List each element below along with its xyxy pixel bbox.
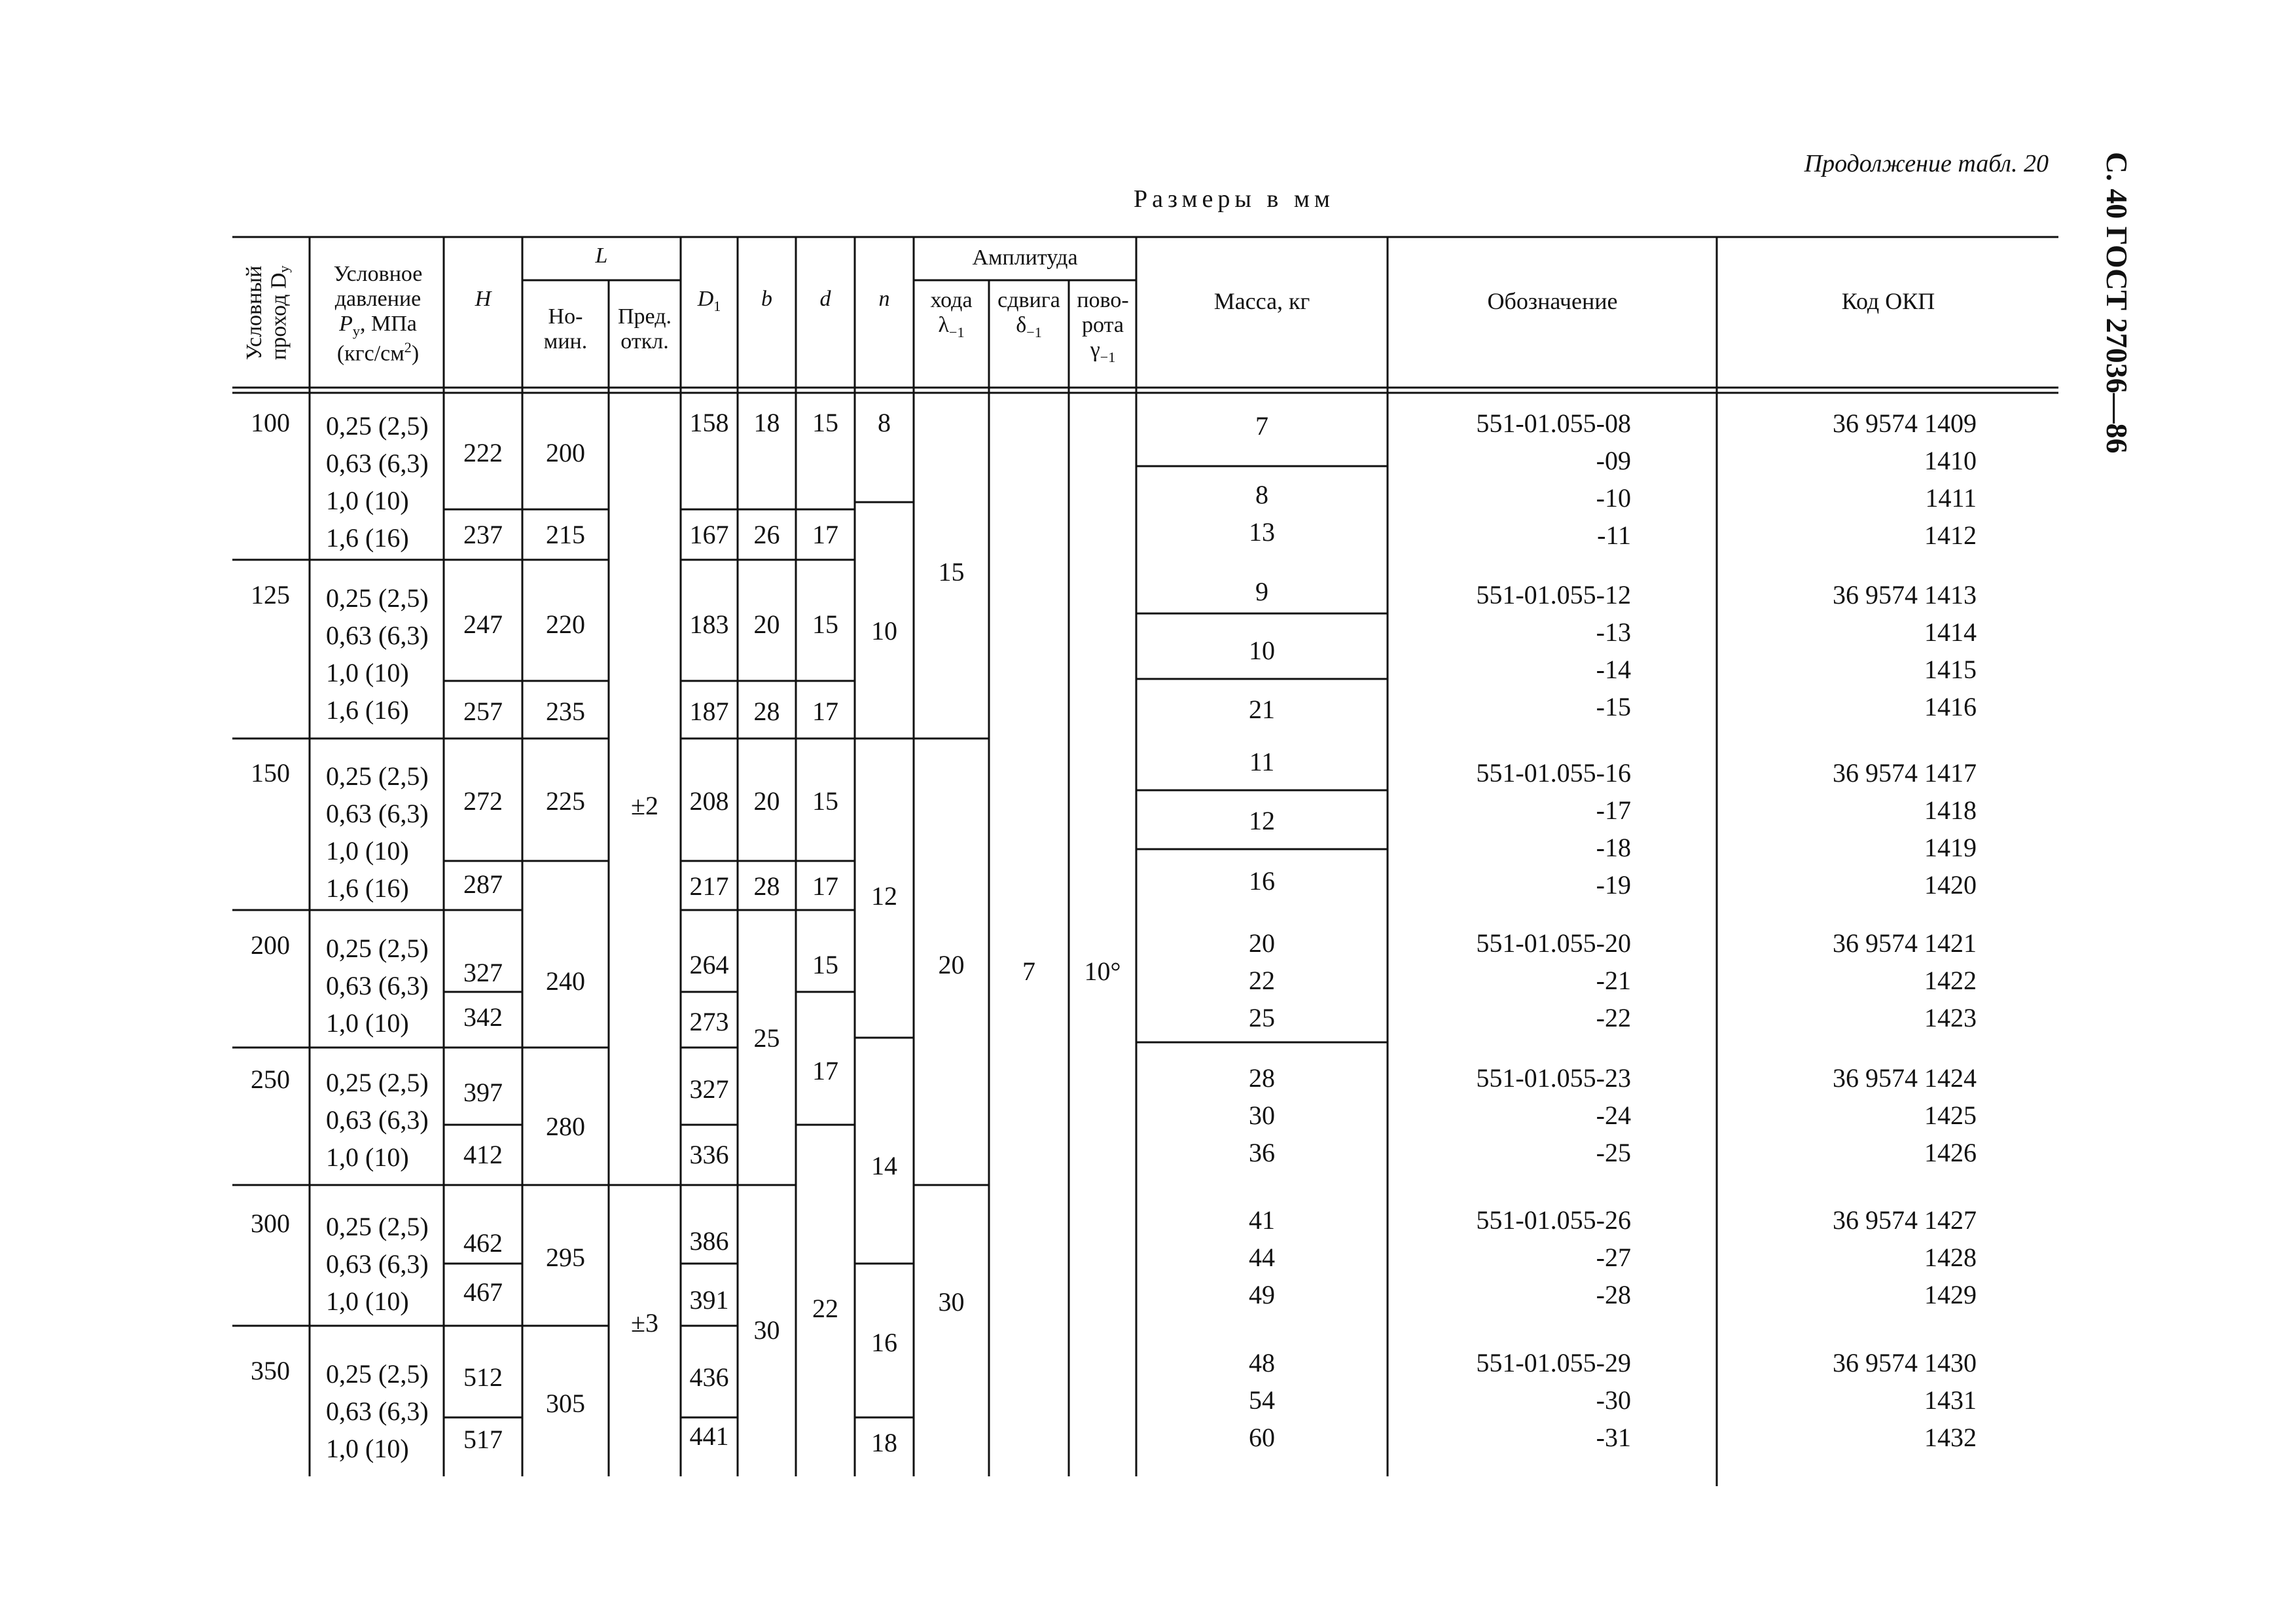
cell-mass: 16: [1249, 866, 1275, 896]
header-pressure-kgs: (кгс/см: [336, 341, 404, 366]
cell-dy: 150: [251, 758, 290, 788]
cell-h: 237: [463, 520, 503, 549]
header-turn-label: пово- рота: [1077, 288, 1129, 338]
header-turn: [1070, 288, 1136, 366]
header-stroke-sub: −1: [948, 323, 965, 340]
cell-designation: 551-01.055-16 -17 -18 -19: [1476, 758, 1631, 900]
cell-pressure: 0,25 (2,5) 0,63 (6,3) 1,0 (10): [326, 1068, 429, 1172]
cell-dy: 200: [251, 930, 290, 960]
cell-okp: 36 9574 1430 1431 1432: [1833, 1348, 1977, 1452]
cell-d1: 217: [689, 871, 729, 901]
cell-l-nom: 215: [546, 520, 585, 549]
cell-mass: 10: [1249, 636, 1275, 665]
cell-h: 327: [463, 958, 503, 987]
cell-designation: 551-01.055-20 -21 -22: [1476, 928, 1631, 1032]
cell-pressure: 0,25 (2,5) 0,63 (6,3) 1,0 (10) 1,6 (16): [326, 411, 429, 553]
header-designation: Обозначение: [1487, 288, 1618, 314]
header-pressure: [314, 262, 442, 366]
cell-b: 30: [753, 1315, 780, 1345]
cell-mass: 8 13: [1249, 480, 1275, 547]
cell-l-tol: ±2: [631, 791, 658, 820]
cell-mass: 12: [1249, 806, 1275, 835]
cell-d1: 187: [689, 697, 729, 726]
header-dy-label: Условный проход D: [242, 265, 291, 360]
cell-d: 22: [812, 1294, 838, 1323]
header-l-nominal: Но- мин.: [543, 304, 588, 354]
cell-h: 342: [463, 1002, 503, 1032]
cell-designation: 551-01.055-08 -09 -10 -11: [1476, 409, 1631, 550]
cell-b: 28: [753, 697, 780, 726]
cell-okp: 36 9574 1427 1428 1429: [1833, 1205, 1977, 1309]
cell-d: 15: [812, 950, 838, 979]
cell-mass: 41 44 49: [1249, 1205, 1275, 1309]
header-l-tolerance: Пред. откл.: [618, 304, 672, 354]
cell-l-tol: ±3: [631, 1308, 658, 1338]
cell-h: 397: [463, 1078, 503, 1107]
cell-mass: 20 22 25: [1249, 928, 1275, 1032]
cell-d: 17: [812, 520, 838, 549]
cell-n: 14: [871, 1151, 897, 1180]
cell-d: 15: [812, 786, 838, 816]
header-shift: [990, 288, 1067, 341]
cell-d1: 183: [689, 610, 729, 639]
cell-d1: 436: [689, 1362, 729, 1392]
header-pressure-sub: y: [352, 322, 360, 339]
header-stroke: [915, 288, 988, 341]
cell-h: 462: [463, 1228, 503, 1258]
header-turn-symbol: γ: [1090, 338, 1100, 363]
header-d1-label: D: [697, 287, 714, 311]
cell-h: 257: [463, 697, 503, 726]
cell-designation: 551-01.055-12 -13 -14 -15: [1476, 580, 1631, 721]
header-stroke-symbol: λ: [938, 313, 949, 338]
cell-d1: 386: [689, 1226, 729, 1256]
cell-okp: 36 9574 1417 1418 1419 1420: [1833, 758, 1977, 900]
cell-mass: 7: [1255, 411, 1268, 441]
cell-b: 25: [753, 1023, 780, 1053]
header-dy-subscript: y: [276, 265, 293, 273]
cell-designation: 551-01.055-23 -24 -25: [1476, 1063, 1631, 1167]
cell-l-nom: 225: [546, 786, 585, 816]
units-caption: Размеры в мм: [1134, 185, 1335, 213]
cell-d: 17: [812, 697, 838, 726]
cell-okp: 36 9574 1409 1410 1411 1412: [1833, 409, 1977, 550]
cell-pressure: 0,25 (2,5) 0,63 (6,3) 1,0 (10): [326, 1212, 429, 1316]
continuation-caption: Продолжение табл. 20: [1804, 150, 2049, 177]
cell-b: 26: [753, 520, 780, 549]
cell-h: 467: [463, 1277, 503, 1307]
cell-h: 287: [463, 869, 503, 899]
cell-n: 8: [878, 408, 891, 437]
cell-n: 10: [871, 616, 897, 646]
cell-designation: 551-01.055-29 -30 -31: [1476, 1348, 1631, 1452]
header-turn-sub: −1: [1100, 348, 1116, 365]
cell-n: 18: [871, 1428, 897, 1457]
cell-h: 512: [463, 1362, 503, 1392]
header-shift-sub: −1: [1026, 323, 1042, 340]
cell-okp: 36 9574 1413 1414 1415 1416: [1833, 580, 1977, 721]
cell-n: 16: [871, 1328, 897, 1357]
cell-d1: 336: [689, 1140, 729, 1169]
header-okp: Код ОКП: [1841, 288, 1935, 314]
cell-l-nom: 305: [546, 1389, 585, 1418]
cell-d1: 327: [689, 1074, 729, 1104]
cell-h: 412: [463, 1140, 503, 1169]
cell-mass: 21: [1249, 695, 1275, 724]
header-pressure-close: ): [411, 341, 420, 366]
header-amplitude: Амплитуда: [972, 246, 1078, 270]
cell-shift: 7: [1022, 957, 1035, 986]
header-pressure-line1: Условное: [333, 262, 423, 286]
cell-stroke: 30: [938, 1287, 965, 1317]
header-h: H: [475, 287, 492, 311]
cell-dy: 100: [251, 408, 290, 437]
header-pressure-unit: , МПа: [359, 312, 417, 337]
header-mass: Масса, кг: [1213, 288, 1310, 314]
cell-pressure: 0,25 (2,5) 0,63 (6,3) 1,0 (10): [326, 1359, 429, 1463]
cell-mass: 28 30 36: [1249, 1063, 1275, 1167]
header-pressure-var: P: [339, 312, 353, 337]
cell-pressure: 0,25 (2,5) 0,63 (6,3) 1,0 (10) 1,6 (16): [326, 583, 429, 725]
cell-turn: 10°: [1084, 957, 1121, 986]
cell-d: 17: [812, 871, 838, 901]
cell-b: 20: [753, 786, 780, 816]
header-b: b: [761, 287, 772, 311]
header-pressure-sup: 2: [404, 338, 412, 356]
header-d: d: [819, 287, 831, 311]
cell-dy: 250: [251, 1065, 290, 1094]
page-header-standard: С. 40 ГОСТ 27036—86: [2100, 152, 2134, 454]
cell-h: 247: [463, 610, 503, 639]
cell-okp: 36 9574 1424 1425 1426: [1833, 1063, 1977, 1167]
cell-stroke: 20: [938, 950, 965, 979]
header-n: n: [878, 287, 890, 311]
cell-mass: 48 54 60: [1249, 1348, 1275, 1452]
cell-h: 517: [463, 1425, 503, 1454]
cell-designation: 551-01.055-26 -27 -28: [1476, 1205, 1631, 1309]
header-dy: [242, 246, 301, 380]
cell-mass: 11: [1249, 747, 1275, 776]
cell-l-nom: 280: [546, 1112, 585, 1141]
cell-pressure: 0,25 (2,5) 0,63 (6,3) 1,0 (10) 1,6 (16): [326, 761, 429, 903]
header-d1: [682, 287, 736, 315]
cell-stroke: 15: [938, 557, 965, 587]
cell-h: 222: [463, 438, 503, 467]
cell-b: 20: [753, 610, 780, 639]
cell-d1: 167: [689, 520, 729, 549]
cell-d1: 391: [689, 1285, 729, 1315]
header-pressure-line2: давление: [334, 287, 422, 312]
cell-h: 272: [463, 786, 503, 816]
cell-l-nom: 220: [546, 610, 585, 639]
cell-l-nom: 200: [546, 438, 585, 467]
cell-dy: 125: [251, 580, 290, 610]
cell-d1: 273: [689, 1007, 729, 1036]
header-stroke-label: хода: [930, 288, 973, 312]
cell-dy: 300: [251, 1209, 290, 1238]
cell-dy: 350: [251, 1356, 290, 1385]
header-d1-sub: 1: [713, 297, 721, 314]
cell-d1: 441: [689, 1421, 729, 1451]
cell-b: 18: [753, 408, 780, 437]
cell-l-nom: 295: [546, 1243, 585, 1272]
cell-l-nom: 235: [546, 697, 585, 726]
cell-d1: 264: [689, 950, 729, 979]
header-shift-label: сдвига: [997, 288, 1060, 312]
cell-d: 15: [812, 408, 838, 437]
cell-d: 17: [812, 1056, 838, 1085]
cell-d: 15: [812, 610, 838, 639]
header-shift-symbol: δ: [1016, 313, 1027, 338]
cell-okp: 36 9574 1421 1422 1423: [1833, 928, 1977, 1032]
cell-d1: 208: [689, 786, 729, 816]
cell-b: 28: [753, 871, 780, 901]
cell-n: 12: [871, 881, 897, 911]
header-l: L: [595, 244, 608, 268]
cell-mass: 9: [1255, 577, 1268, 606]
cell-l-nom: 240: [546, 966, 585, 996]
cell-d1: 158: [689, 408, 729, 437]
cell-pressure: 0,25 (2,5) 0,63 (6,3) 1,0 (10): [326, 934, 429, 1038]
